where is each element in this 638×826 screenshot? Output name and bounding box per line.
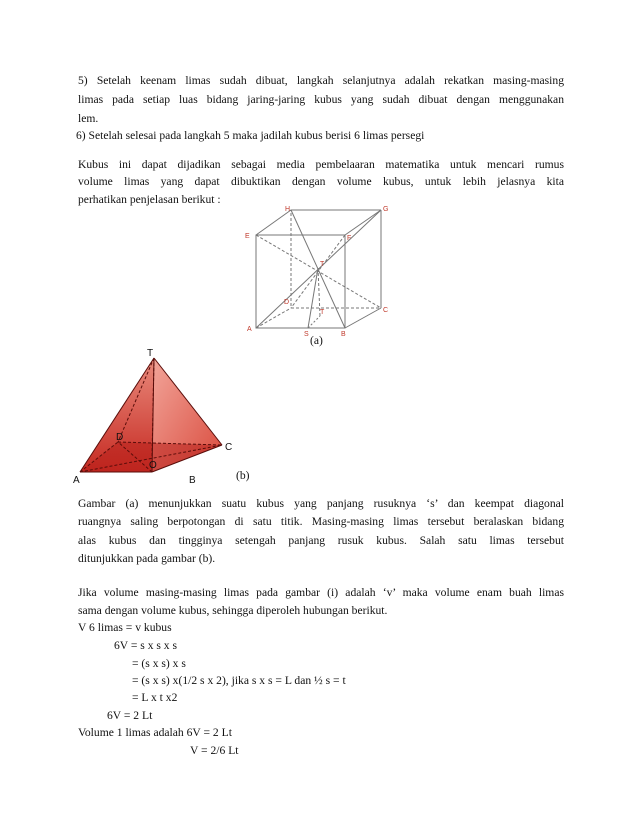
label-A: A	[247, 326, 252, 333]
equation-line4: = (s x s) x(1/2 s x 2), jika s x s = L dan ½ s = t	[132, 674, 346, 687]
paragraph-explanation-line4: ditunjukkan pada gambar (b).	[78, 552, 216, 565]
paragraph-explanation-line2: ruangnya saling berpotongan di satu titik. Masing-masing limas tersebut beralaskan bidang	[78, 515, 564, 528]
paragraph-explanation-line3: alas kubus dan tingginya setengah panjang rusuk kubus. Salah satu limas tersebut	[78, 534, 564, 547]
label-B: B	[341, 331, 346, 338]
equation-line7: Volume 1 limas adalah 6V = 2 Lt	[78, 726, 232, 739]
figure-a-caption: (a)	[310, 334, 323, 347]
label-F: F	[347, 235, 352, 242]
figure-b-caption: (b)	[236, 469, 250, 482]
paragraph-step5-line3: lem.	[78, 112, 99, 125]
label-C: C	[225, 442, 233, 453]
label-C: C	[383, 307, 389, 314]
label-A: A	[73, 475, 80, 486]
equation-line2: 6V = s x s x s	[114, 639, 178, 652]
label-D: D	[284, 299, 290, 306]
equation-line3: = (s x s) x s	[132, 657, 186, 670]
paragraph-volume-line2: sama dengan volume kubus, sehingga diperoleh hubungan berikut.	[78, 604, 388, 617]
equation-line8: V = 2/6 Lt	[190, 744, 239, 757]
figure-b-pyramid	[72, 346, 242, 486]
label-E: E	[245, 233, 250, 240]
equation-line5: = L x t x2	[132, 691, 178, 704]
label-D: D	[116, 432, 124, 443]
label-T: T	[147, 348, 154, 359]
label-T-base: T	[320, 309, 325, 316]
paragraph-intro-line2: volume limas yang dapat dibuktikan dengan volume kubus, untuk lebih jelasnya kita	[78, 175, 564, 188]
paragraph-step6: 6) Setelah selesai pada langkah 5 maka jadilah kubus berisi 6 limas persegi	[76, 129, 425, 142]
equation-line6: 6V = 2 Lt	[107, 709, 153, 722]
label-O: O	[149, 460, 157, 471]
label-G: G	[383, 206, 389, 213]
label-B: B	[189, 475, 196, 486]
label-S: S	[304, 331, 309, 338]
paragraph-volume-line1: Jika volume masing-masing limas pada gambar (i) adalah ‘v’ maka volume enam buah limas	[78, 586, 564, 599]
figure-a-cube	[236, 200, 396, 338]
paragraph-step5-line1: 5) Setelah keenam limas sudah dibuat, langkah selanjutnya adalah rekatkan masing-masing	[78, 74, 564, 87]
label-T: T	[320, 261, 325, 268]
paragraph-explanation-line1: Gambar (a) menunjukkan suatu kubus yang panjang rusuknya ‘s’ dan keempat diagonal	[78, 497, 564, 510]
paragraph-intro-line3: perhatikan penjelasan berikut :	[78, 193, 221, 206]
paragraph-intro-line1: Kubus ini dapat dijadikan sebagai media pembelaaran matematika untuk mencari rumus	[78, 158, 564, 171]
equation-line1: V 6 limas = v kubus	[78, 621, 172, 634]
paragraph-step5-line2: limas pada setiap luas bidang jaring-jaring kubus yang sudah dibuat dengan menggunakan	[78, 93, 564, 106]
label-H: H	[285, 206, 291, 213]
